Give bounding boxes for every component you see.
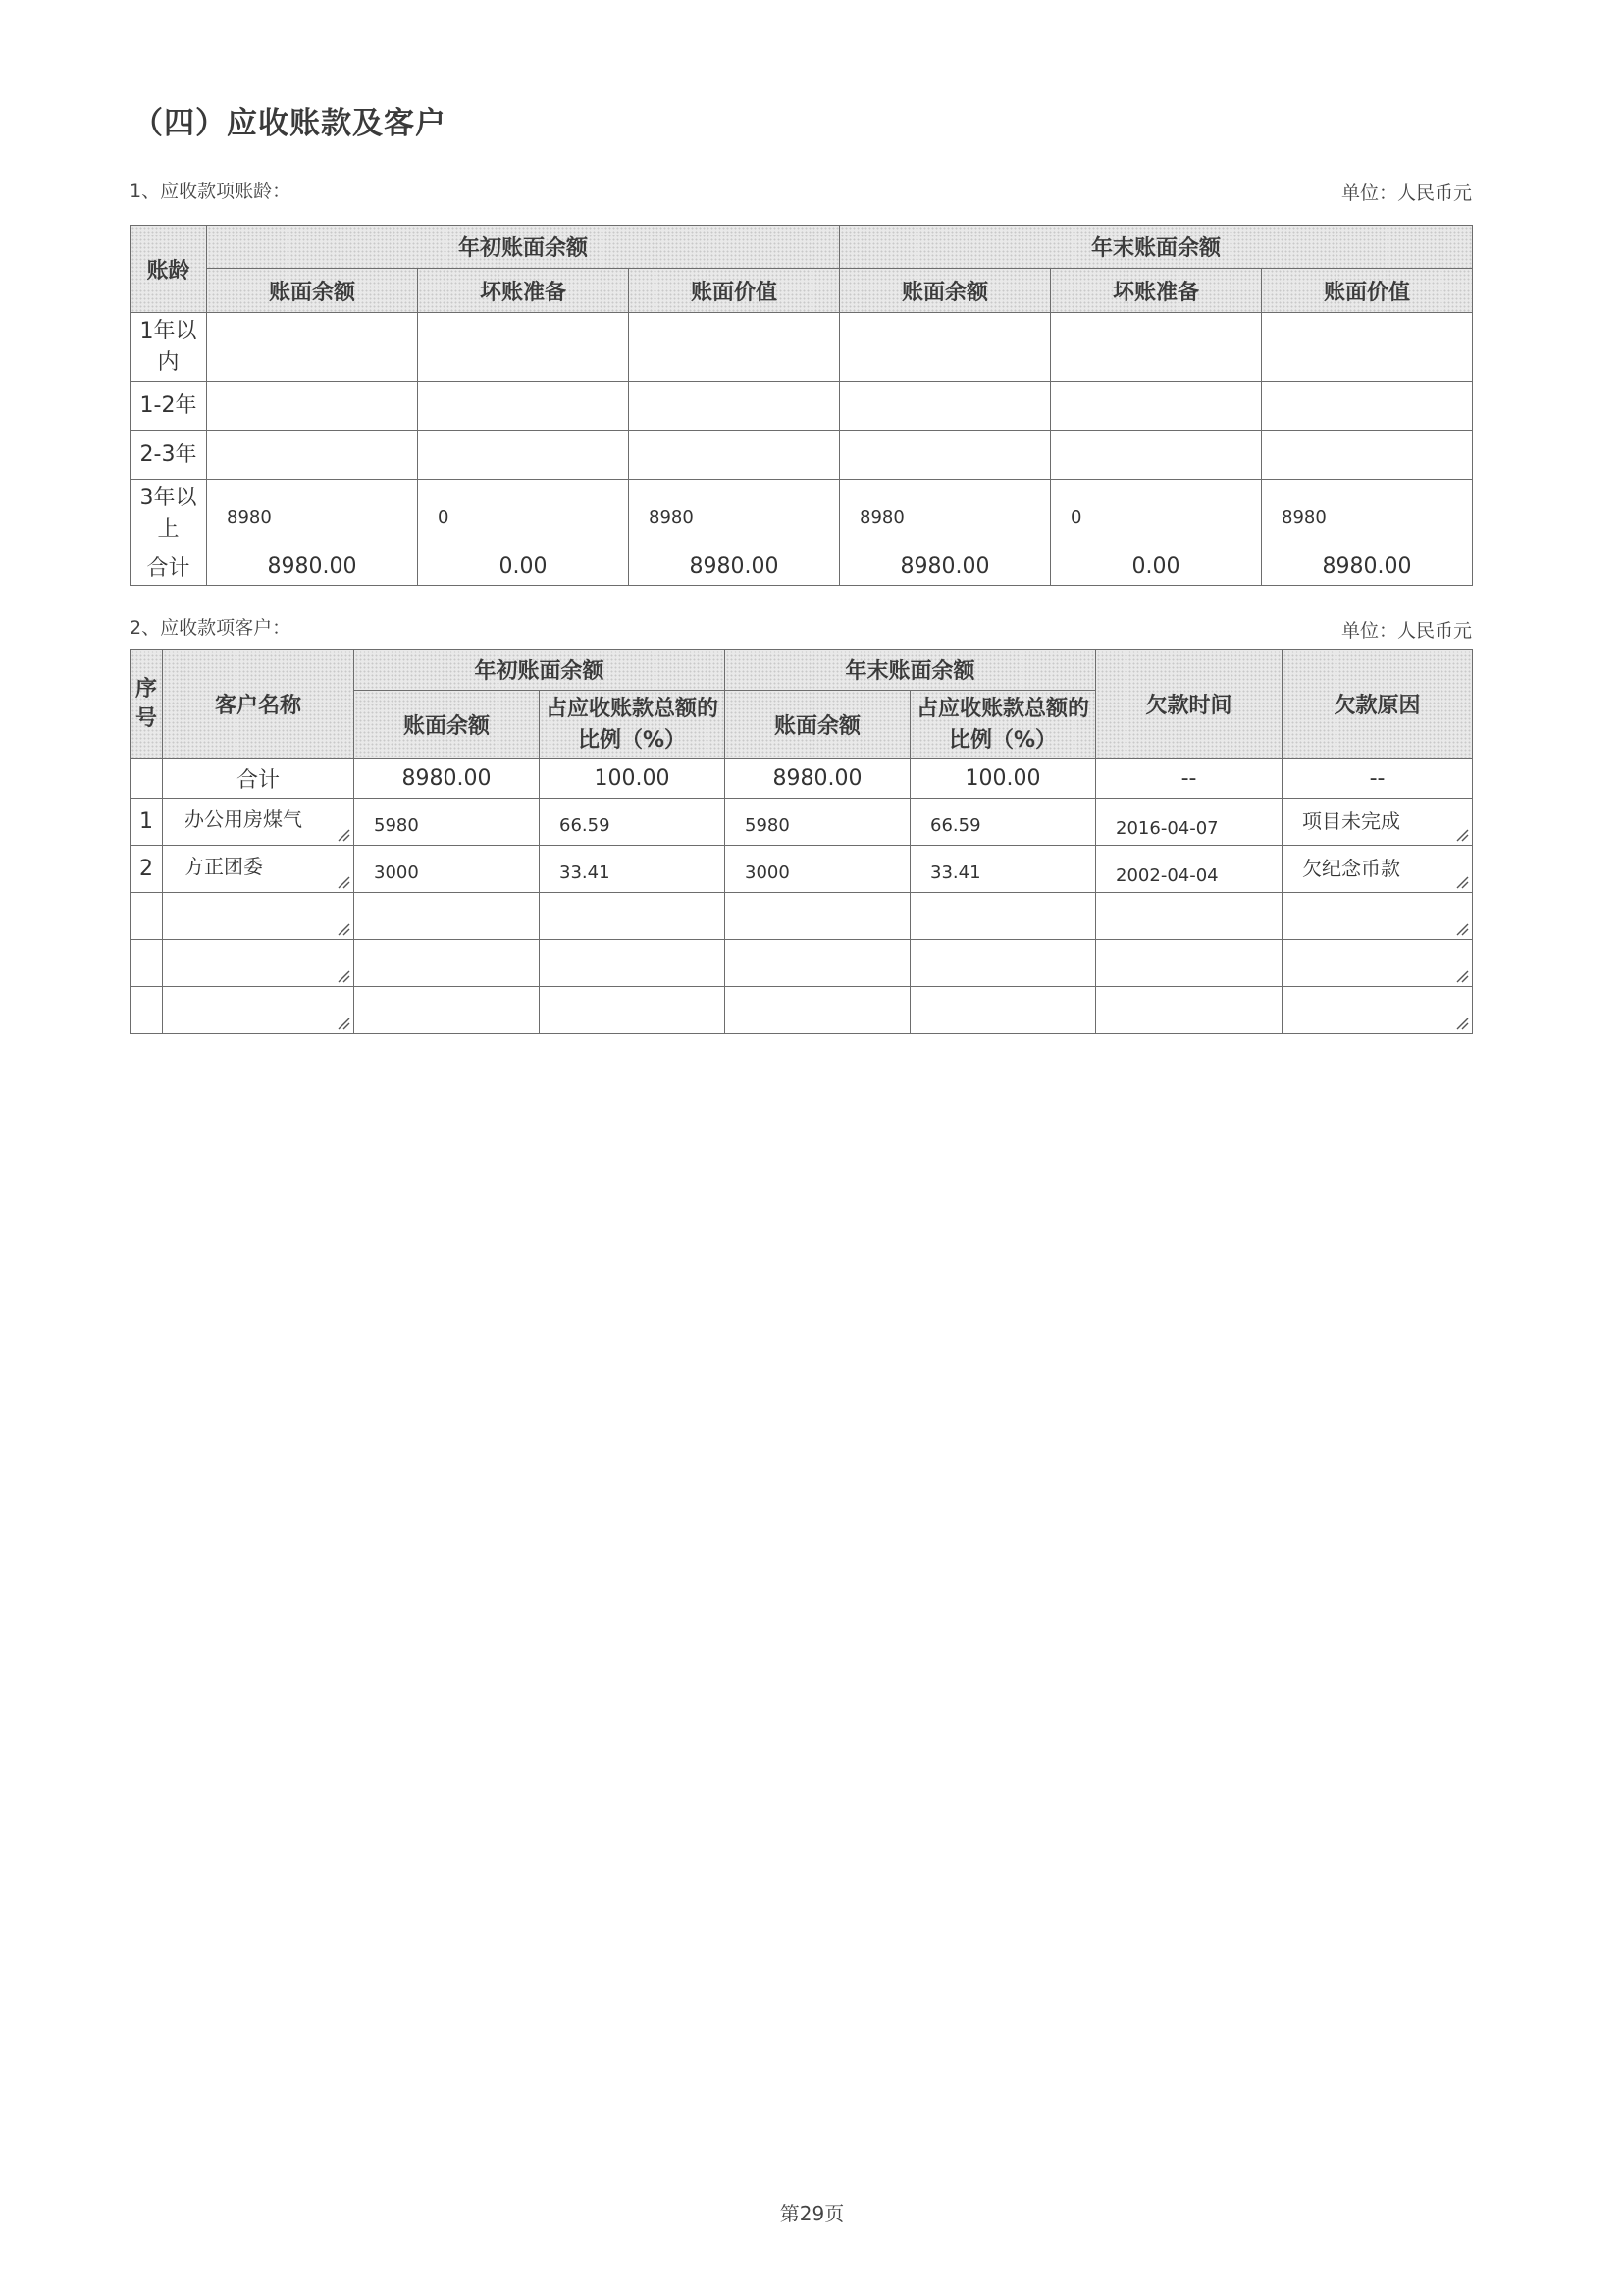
- aging-header-end-balance: 账面余额: [840, 269, 1051, 313]
- aging-cell[interactable]: [840, 382, 1051, 431]
- customer-total-cell: --: [1096, 759, 1283, 799]
- aging-row-label: 3年以上: [131, 480, 207, 548]
- customer-header-begin-ratio: 占应收账款总额的比例（%）: [540, 691, 725, 759]
- customer-end-balance[interactable]: 3000: [725, 846, 911, 893]
- aging-header-age: 账龄: [131, 226, 207, 313]
- resize-handle-icon[interactable]: [1453, 873, 1469, 889]
- customer-debt-time[interactable]: 2016-04-07: [1096, 799, 1283, 846]
- customer-begin-ratio[interactable]: [540, 940, 725, 987]
- resize-handle-icon[interactable]: [335, 967, 350, 983]
- aging-cell[interactable]: [840, 313, 1051, 382]
- customer-total-seq: [131, 759, 163, 799]
- aging-cell[interactable]: [629, 313, 840, 382]
- aging-unit-label: 单位：人民币元: [1340, 183, 1472, 204]
- customer-end-ratio[interactable]: [911, 987, 1096, 1034]
- customer-end-ratio[interactable]: [911, 940, 1096, 987]
- aging-cell[interactable]: [1051, 313, 1262, 382]
- aging-cell[interactable]: [629, 431, 840, 480]
- aging-total-cell: 8980.00: [1262, 548, 1473, 586]
- aging-header-begin-group: 年初账面余额: [207, 226, 840, 269]
- customer-name-text: 方正团委: [184, 855, 263, 878]
- customer-debt-reason-field[interactable]: [1283, 799, 1473, 846]
- customer-begin-balance[interactable]: 3000: [354, 846, 540, 893]
- aging-row: [131, 382, 1473, 431]
- customer-header-end-group: 年末账面余额: [725, 650, 1096, 691]
- customer-begin-ratio[interactable]: 33.41: [540, 846, 725, 893]
- aging-cell[interactable]: [418, 382, 629, 431]
- aging-row: [131, 480, 1473, 548]
- customer-debt-time[interactable]: [1096, 987, 1283, 1034]
- aging-header-begin-bad-debt: 坏账准备: [418, 269, 629, 313]
- customer-table: [130, 649, 1473, 1034]
- customer-end-balance[interactable]: [725, 940, 911, 987]
- aging-header-begin-book-value: 账面价值: [629, 269, 840, 313]
- resize-handle-icon[interactable]: [1453, 1015, 1469, 1030]
- aging-row-label: 1年以内: [131, 313, 207, 382]
- resize-handle-icon[interactable]: [1453, 826, 1469, 842]
- customer-seq: [131, 987, 163, 1034]
- customer-begin-balance[interactable]: [354, 940, 540, 987]
- aging-header-end-book-value: 账面价值: [1262, 269, 1473, 313]
- aging-total-cell: 0.00: [418, 548, 629, 586]
- resize-handle-icon[interactable]: [1453, 967, 1469, 983]
- customer-header-reason: 欠款原因: [1283, 650, 1473, 759]
- aging-cell[interactable]: [1262, 431, 1473, 480]
- customer-end-ratio[interactable]: [911, 893, 1096, 940]
- customer-end-ratio[interactable]: 66.59: [911, 799, 1096, 846]
- customer-row: [131, 987, 1473, 1034]
- aging-total-cell: 8980.00: [629, 548, 840, 586]
- aging-total-label: 合计: [131, 548, 207, 586]
- aging-cell[interactable]: [1051, 382, 1262, 431]
- customer-debt-time[interactable]: 2002-04-04: [1096, 846, 1283, 893]
- customer-total-cell: 8980.00: [725, 759, 911, 799]
- customer-total-cell: --: [1283, 759, 1473, 799]
- customer-name-text: 办公用房煤气: [184, 808, 302, 831]
- aging-cell[interactable]: [207, 382, 418, 431]
- customer-total-cell: 100.00: [540, 759, 725, 799]
- customer-end-ratio[interactable]: 33.41: [911, 846, 1096, 893]
- customer-begin-balance[interactable]: [354, 987, 540, 1034]
- aging-header-begin-balance: 账面余额: [207, 269, 418, 313]
- aging-cell[interactable]: [1051, 431, 1262, 480]
- aging-row-label: 1-2年: [131, 382, 207, 431]
- customer-total-label: 合计: [163, 759, 354, 799]
- aging-header-end-bad-debt: 坏账准备: [1051, 269, 1262, 313]
- aging-total-row: [131, 548, 1473, 586]
- customer-debt-reason-field[interactable]: [1283, 846, 1473, 893]
- customer-end-balance[interactable]: [725, 893, 911, 940]
- customer-header-end-ratio: 占应收账款总额的比例（%）: [911, 691, 1096, 759]
- customer-debt-reason-field[interactable]: [1283, 893, 1473, 940]
- customer-unit-label: 单位：人民币元: [1340, 620, 1472, 642]
- customer-name-field[interactable]: [163, 799, 354, 846]
- customer-seq: 2: [131, 846, 163, 893]
- customer-subtitle: 2、应收款项客户：: [130, 617, 291, 639]
- customer-begin-balance[interactable]: [354, 893, 540, 940]
- aging-cell[interactable]: [840, 431, 1051, 480]
- aging-cell[interactable]: [629, 382, 840, 431]
- aging-total-cell: 8980.00: [840, 548, 1051, 586]
- customer-name-field[interactable]: [163, 846, 354, 893]
- aging-cell[interactable]: 8980: [207, 480, 418, 548]
- customer-begin-ratio[interactable]: [540, 893, 725, 940]
- page-number: 第29页: [779, 2202, 845, 2225]
- aging-cell[interactable]: [207, 431, 418, 480]
- customer-header-time: 欠款时间: [1096, 650, 1283, 759]
- aging-row-label: 2-3年: [131, 431, 207, 480]
- resize-handle-icon[interactable]: [335, 826, 350, 842]
- aging-row: [131, 431, 1473, 480]
- section-title: （四）应收账款及客户: [132, 106, 446, 141]
- customer-debt-reason-field[interactable]: [1283, 940, 1473, 987]
- aging-total-cell: 8980.00: [207, 548, 418, 586]
- aging-cell[interactable]: 0: [418, 480, 629, 548]
- customer-row: [131, 893, 1473, 940]
- aging-total-cell: 0.00: [1051, 548, 1262, 586]
- customer-debt-reason-text: 项目未完成: [1302, 809, 1401, 833]
- customer-row: [131, 940, 1473, 987]
- customer-debt-reason-field[interactable]: [1283, 987, 1473, 1034]
- aging-cell[interactable]: 0: [1051, 480, 1262, 548]
- customer-seq: [131, 893, 163, 940]
- aging-cell[interactable]: 8980: [1262, 480, 1473, 548]
- customer-header-name: 客户名称: [163, 650, 354, 759]
- customer-name-field[interactable]: [163, 987, 354, 1034]
- aging-row: [131, 313, 1473, 382]
- customer-seq: 1: [131, 799, 163, 846]
- customer-row: [131, 799, 1473, 846]
- resize-handle-icon[interactable]: [335, 920, 350, 936]
- aging-cell[interactable]: [207, 313, 418, 382]
- customer-debt-reason-text: 欠纪念币款: [1302, 857, 1401, 880]
- customer-header-end-balance: 账面余额: [725, 691, 911, 759]
- customer-header-begin-balance: 账面余额: [354, 691, 540, 759]
- customer-debt-time[interactable]: [1096, 940, 1283, 987]
- resize-handle-icon[interactable]: [335, 873, 350, 889]
- customer-row: [131, 846, 1473, 893]
- customer-end-balance[interactable]: [725, 987, 911, 1034]
- customer-total-cell: 8980.00: [354, 759, 540, 799]
- aging-subtitle: 1、应收款项账龄：: [130, 181, 291, 202]
- customer-total-cell: 100.00: [911, 759, 1096, 799]
- aging-cell[interactable]: 8980: [840, 480, 1051, 548]
- customer-begin-ratio[interactable]: [540, 987, 725, 1034]
- customer-end-balance[interactable]: 5980: [725, 799, 911, 846]
- aging-cell[interactable]: [418, 431, 629, 480]
- customer-name-field[interactable]: [163, 893, 354, 940]
- aging-cell[interactable]: [1262, 313, 1473, 382]
- customer-header-begin-group: 年初账面余额: [354, 650, 725, 691]
- customer-begin-ratio[interactable]: 66.59: [540, 799, 725, 846]
- aging-cell[interactable]: [1262, 382, 1473, 431]
- customer-seq: [131, 940, 163, 987]
- customer-name-field[interactable]: [163, 940, 354, 987]
- resize-handle-icon[interactable]: [335, 1015, 350, 1030]
- aging-cell[interactable]: [418, 313, 629, 382]
- aging-header-end-group: 年末账面余额: [840, 226, 1473, 269]
- customer-begin-balance[interactable]: 5980: [354, 799, 540, 846]
- customer-debt-time[interactable]: [1096, 893, 1283, 940]
- customer-header-seq: 序号: [131, 650, 163, 759]
- customer-total-row: [131, 759, 1473, 799]
- aging-cell[interactable]: 8980: [629, 480, 840, 548]
- aging-table: [130, 225, 1473, 586]
- resize-handle-icon[interactable]: [1453, 920, 1469, 936]
